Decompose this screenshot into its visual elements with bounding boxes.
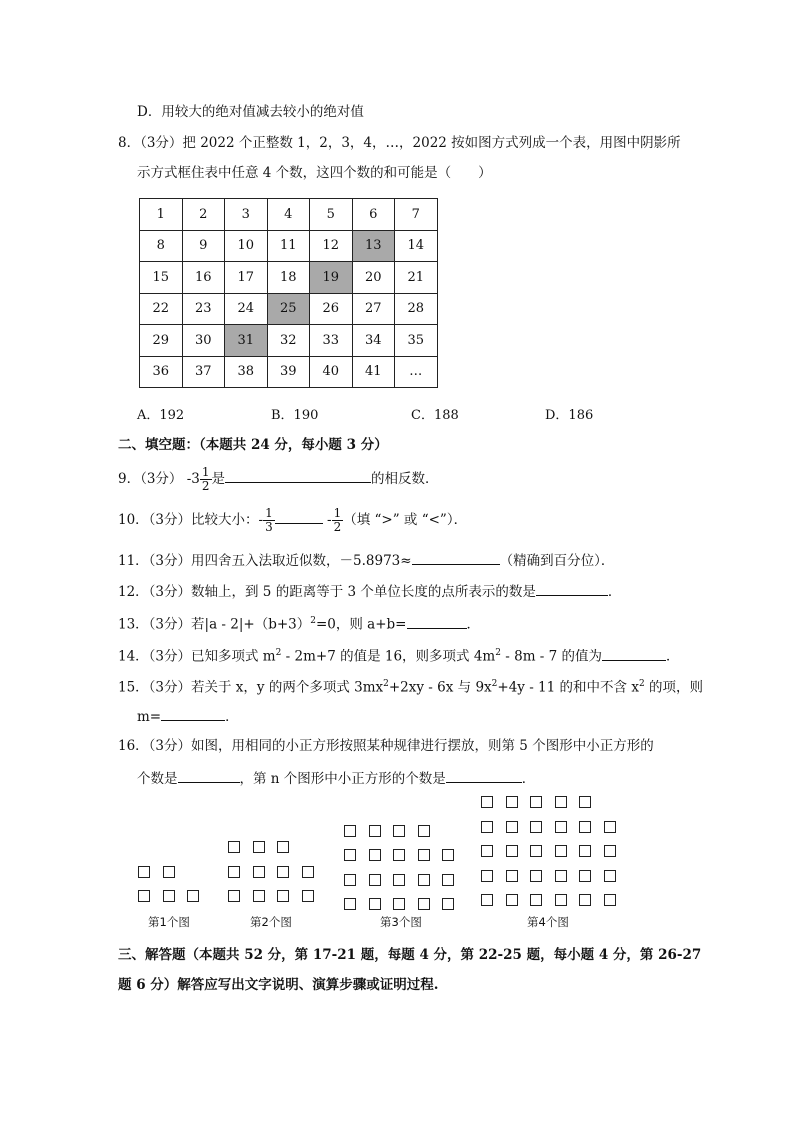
- number-table: [139, 198, 438, 388]
- q7-option-d: D．用较大的绝对值减去较小的绝对值: [137, 104, 364, 120]
- small-square: [481, 821, 493, 833]
- table-cell: 11: [267, 230, 310, 262]
- table-cell: 8: [140, 230, 183, 262]
- q15-exponent3: 2: [638, 679, 645, 689]
- small-square: [344, 898, 356, 910]
- table-cell: 30: [182, 325, 225, 357]
- q13-suffix: ．: [466, 616, 480, 633]
- small-square: [369, 825, 381, 837]
- table-cell: 17: [225, 262, 268, 294]
- small-square: [393, 898, 405, 910]
- table-cell: 10: [225, 230, 268, 262]
- q9: [118, 466, 439, 493]
- table-cell: 22: [140, 293, 183, 325]
- small-square: [302, 890, 314, 902]
- small-square: [555, 845, 567, 857]
- small-square: [369, 874, 381, 886]
- q15-line2: [137, 705, 239, 727]
- q15-exponent1: 2: [383, 679, 389, 689]
- q14: [118, 643, 680, 667]
- table-cell: 14: [395, 230, 438, 262]
- q9-answer-blank[interactable]: [225, 467, 371, 483]
- table-cell: 36: [140, 356, 183, 388]
- small-square: [481, 845, 493, 857]
- table-cell: 35: [395, 325, 438, 357]
- q9-fraction-num: 1: [201, 465, 210, 479]
- small-square: [302, 866, 314, 878]
- q10-fraction2-den: 2: [333, 520, 342, 534]
- small-square: [393, 825, 405, 837]
- table-cell: 31: [225, 325, 268, 357]
- table-cell: 20: [352, 262, 395, 294]
- q8-option-b: B．190: [271, 408, 319, 423]
- small-square: [481, 796, 493, 808]
- table-cell: 19: [310, 262, 353, 294]
- small-square: [555, 796, 567, 808]
- q16-line2-b: ，第 n 个图形中小正方形的个数是: [239, 771, 446, 787]
- q15-line1: [118, 674, 703, 698]
- table-cell: 26: [310, 293, 353, 325]
- small-square: [579, 894, 591, 906]
- q12-suffix: ．: [607, 584, 622, 600]
- small-square: [555, 894, 567, 906]
- q12: [118, 580, 621, 602]
- table-cell: 9: [182, 230, 225, 262]
- table-cell: 2: [182, 199, 225, 231]
- small-square: [369, 898, 381, 910]
- q8-option-c: C．188: [411, 408, 459, 423]
- q11-answer-blank[interactable]: [412, 549, 500, 565]
- table-cell: 3: [225, 199, 268, 231]
- small-square: [506, 821, 518, 833]
- small-square: [442, 874, 454, 886]
- small-square: [187, 890, 199, 902]
- q14-exponent1: 2: [275, 648, 282, 658]
- q11: [118, 549, 614, 571]
- q9-prefix: 9．（3分） -3: [118, 471, 200, 487]
- q16-line1: 16．（3分）如图，用相同的小正方形按照某种规律进行摆放，则第 5 个图形中小正方形的: [118, 738, 654, 754]
- table-row: [140, 262, 438, 294]
- table-cell: 15: [140, 262, 183, 294]
- table-row: [140, 356, 438, 388]
- q10-fraction1-num: 1: [265, 506, 273, 520]
- q10-prefix: 10．（3分）比较大小：-: [118, 512, 264, 528]
- small-square: [253, 890, 265, 902]
- table-cell: 37: [182, 356, 225, 388]
- small-square: [418, 874, 430, 886]
- section3-line2-text: 题 6 分）解答应写出文字说明、演算步骤或证明过程.: [118, 977, 439, 993]
- q13: [118, 611, 480, 635]
- q15-part-c: +4y - 11 的和中不含 x: [497, 679, 639, 696]
- small-square: [506, 870, 518, 882]
- table-cell: 34: [352, 325, 395, 357]
- q12-prefix: 12．（3分）数轴上，到 5 的距离等于 3 个单位长度的点所表示的数是: [118, 584, 536, 600]
- q13-answer-blank[interactable]: [407, 613, 467, 629]
- table-cell: 39: [267, 356, 310, 388]
- table-cell: 28: [395, 293, 438, 325]
- q16-answer-blank-1[interactable]: [178, 767, 240, 783]
- q15-part-a: 15．（3分）若关于 x，y 的两个多项式 3mx: [118, 679, 384, 696]
- small-square: [442, 898, 454, 910]
- table-cell: 18: [267, 262, 310, 294]
- small-square: [253, 866, 265, 878]
- q11-prefix: 11．（3分）用四舍五入法取近似数，－5.8973≈: [118, 553, 412, 569]
- small-square: [506, 894, 518, 906]
- small-square: [530, 870, 542, 882]
- small-square: [418, 898, 430, 910]
- q10-answer-blank[interactable]: [275, 508, 323, 524]
- q15-line2-prefix: m=: [137, 709, 162, 725]
- q14-part-a: 14．（3分）已知多项式 m: [118, 648, 276, 665]
- q16-line2-c: ．: [521, 771, 536, 787]
- q10-fraction2-num: 1: [333, 506, 342, 520]
- table-cell: …: [395, 356, 438, 388]
- q15-part-d: 的项，则: [644, 679, 703, 696]
- small-square: [530, 894, 542, 906]
- small-square: [481, 870, 493, 882]
- small-square: [579, 796, 591, 808]
- section2-title: 二、填空题：（本题共 24 分，每小题 3 分）: [118, 437, 388, 453]
- q15-part-b: +2xy - 6x 与 9x: [388, 679, 492, 696]
- small-square: [344, 849, 356, 861]
- table-cell: 29: [140, 325, 183, 357]
- q16-answer-blank-2[interactable]: [446, 767, 522, 783]
- table-cell: 6: [352, 199, 395, 231]
- small-square: [277, 841, 289, 853]
- q10-fraction1-den: 3: [265, 520, 273, 534]
- small-square: [228, 890, 240, 902]
- section3-title-line2: [118, 975, 439, 995]
- small-square: [344, 825, 356, 837]
- table-cell: 40: [310, 356, 353, 388]
- small-square: [418, 825, 430, 837]
- small-square: [506, 796, 518, 808]
- q10-fraction1: [263, 507, 275, 534]
- small-square: [344, 874, 356, 886]
- small-square: [163, 866, 175, 878]
- small-square: [138, 890, 150, 902]
- table-row: [140, 230, 438, 262]
- figure-4-caption: 第4个图: [527, 915, 569, 929]
- small-square: [481, 894, 493, 906]
- q8-text-line1: 8．（3分）把 2022 个正整数 1，2，3，4，…，2022 按如图方式列成一个表，用图中阴影所: [118, 135, 681, 151]
- table-cell: 7: [395, 199, 438, 231]
- table-cell: 32: [267, 325, 310, 357]
- q14-exponent2: 2: [495, 648, 501, 658]
- q10-suffix: （填 “>” 或 “<”）．: [343, 512, 468, 528]
- q9-mid: 是: [211, 471, 226, 487]
- small-square: [579, 870, 591, 882]
- q9-suffix: 的相反数．: [371, 471, 439, 487]
- small-square: [604, 845, 616, 857]
- small-square: [604, 894, 616, 906]
- small-square: [138, 866, 150, 878]
- table-cell: 5: [310, 199, 353, 231]
- small-square: [530, 796, 542, 808]
- table-row: [140, 199, 438, 231]
- q9-fraction: [200, 466, 212, 493]
- figure-1-caption: 第1个图: [148, 915, 190, 929]
- q13-mid: =0，则 a+b=: [315, 616, 407, 633]
- table-cell: 16: [182, 262, 225, 294]
- table-row: [140, 325, 438, 357]
- small-square: [393, 874, 405, 886]
- small-square: [442, 849, 454, 861]
- q14-part-b: - 2m+7 的值是 16，则多项式 4m: [281, 648, 496, 665]
- q14-answer-blank[interactable]: [602, 645, 666, 661]
- table-cell: 21: [395, 262, 438, 294]
- table-cell: 13: [352, 230, 395, 262]
- table-cell: 12: [310, 230, 353, 262]
- q10: [118, 507, 467, 534]
- table-cell: 4: [267, 199, 310, 231]
- table-cell: 38: [225, 356, 268, 388]
- small-square: [277, 890, 289, 902]
- q10-mid: -: [327, 512, 332, 528]
- small-square: [506, 845, 518, 857]
- small-square: [228, 841, 240, 853]
- table-cell: 33: [310, 325, 353, 357]
- small-square: [418, 849, 430, 861]
- table-cell: 27: [352, 293, 395, 325]
- small-square: [253, 841, 265, 853]
- q14-suffix: ．: [666, 648, 680, 665]
- table-cell: 1: [140, 199, 183, 231]
- q13-prefix: 13．（3分）若|a - 2|+（b+3）: [118, 616, 311, 633]
- q15-answer-blank[interactable]: [161, 705, 225, 721]
- table-cell: 41: [352, 356, 395, 388]
- small-square: [530, 845, 542, 857]
- q13-exponent: 2: [310, 616, 316, 626]
- small-square: [555, 821, 567, 833]
- table-row: [140, 293, 438, 325]
- small-square: [163, 890, 175, 902]
- table-cell: 24: [225, 293, 268, 325]
- q8-text-line2: 示方式框住表中任意 4 个数，这四个数的和可能是（ ）: [137, 165, 492, 181]
- q11-suffix: （精确到百分位）．: [499, 553, 615, 569]
- q16-line2-a: 个数是: [137, 771, 178, 787]
- q9-fraction-den: 2: [201, 479, 210, 493]
- small-square: [369, 849, 381, 861]
- small-square: [604, 870, 616, 882]
- small-square: [393, 849, 405, 861]
- q8-option-d: D．186: [545, 408, 594, 423]
- q16-line2: [137, 767, 535, 789]
- small-square: [604, 821, 616, 833]
- section3-title-line1: 三、解答题（本题共 52 分，第 17-21 题，每题 4 分，第 22-25 题，每小题 4 分，第 26-27: [118, 947, 702, 963]
- figure-2-caption: 第2个图: [250, 915, 292, 929]
- small-square: [228, 866, 240, 878]
- q10-fraction2: [332, 507, 344, 534]
- q8-option-a: A．192: [137, 408, 185, 423]
- small-square: [555, 870, 567, 882]
- small-square: [277, 866, 289, 878]
- q14-part-c: - 8m - 7 的值为: [500, 648, 603, 665]
- table-cell: 25: [267, 293, 310, 325]
- table-cell: 23: [182, 293, 225, 325]
- small-square: [579, 821, 591, 833]
- q12-answer-blank[interactable]: [536, 580, 608, 596]
- figure-3-caption: 第3个图: [380, 915, 422, 929]
- small-square: [579, 845, 591, 857]
- small-square: [530, 821, 542, 833]
- q15-exponent2: 2: [491, 679, 498, 689]
- q15-suffix: ．: [225, 709, 239, 725]
